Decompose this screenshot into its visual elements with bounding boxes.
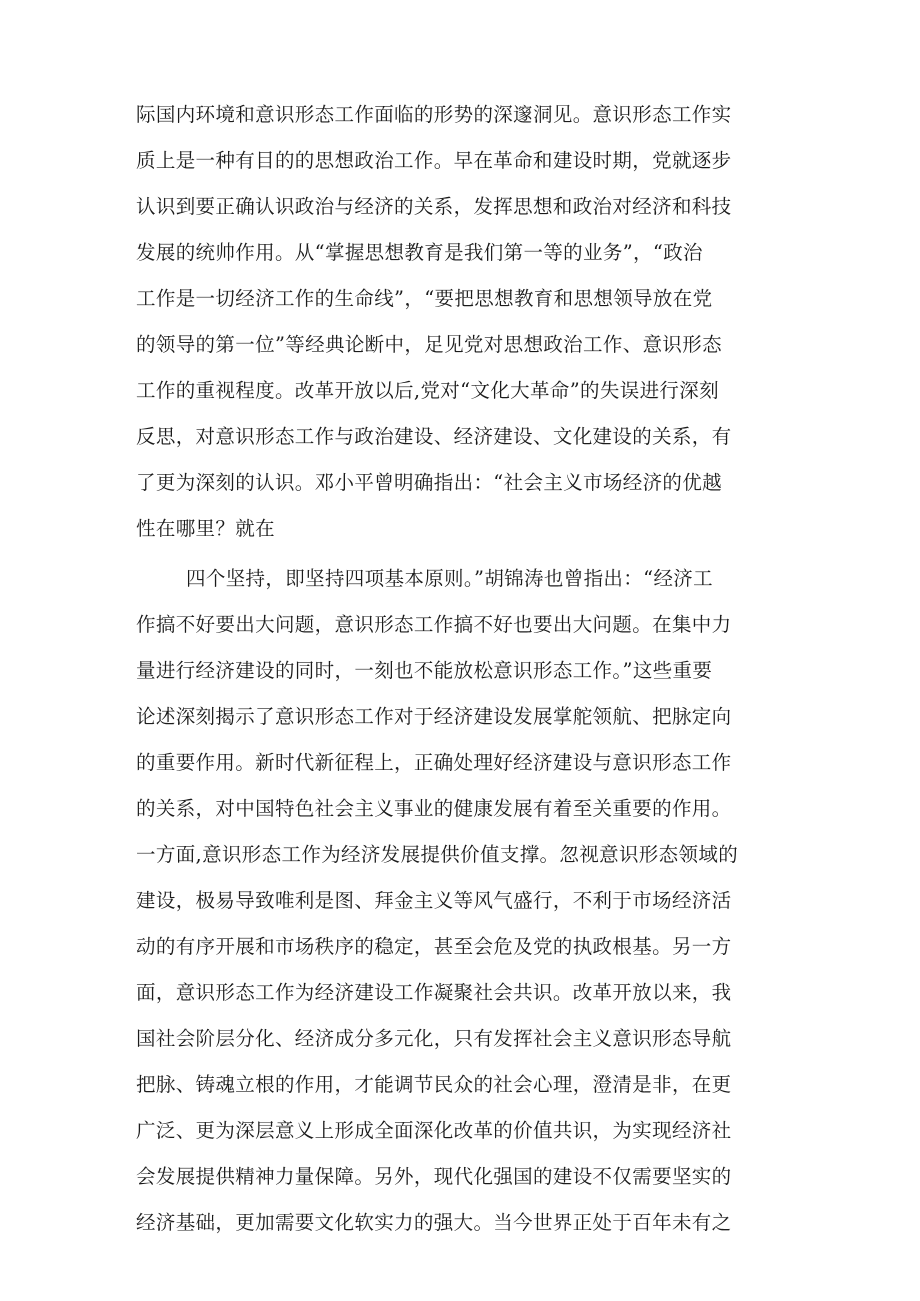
text-line: 经济基础，更加需要文化软实力的强大。当今世界正处于百年未有之 — [136, 1211, 732, 1234]
text-line: 作搞不好要出大问题，意识形态工作搞不好也要出大问题。在集中力 — [136, 613, 732, 636]
text-line: 一方面,意识形态工作为经济发展提供价值支撑。忽视意识形态领域的 — [136, 843, 739, 866]
text-line: 反思，对意识形态工作与政治建设、经济建设、文化建设的关系，有 — [136, 425, 732, 448]
text-line: 发展的统帅作用。从“掌握思想教育是我们第一等的业务”，“政治 — [136, 241, 703, 264]
text-line: 建设，极易导致唯利是图、拜金主义等风气盛行，不利于市场经济活 — [136, 889, 732, 912]
text-line: 国社会阶层分化、经济成分多元化，只有发挥社会主义意识形态导航 — [136, 1027, 732, 1050]
text-line: 工作是一切经济工作的生命线”，“要把思想教育和思想领导放在党 — [136, 287, 713, 310]
text-line: 的领导的第一位”等经典论断中，足见党对思想政治工作、意识形态 — [136, 333, 722, 356]
text-line: 的关系，对中国特色社会主义事业的健康发展有着至关重要的作用。 — [136, 797, 732, 820]
text-line: 工作的重视程度。改革开放以后,党对“文化大革命”的失误进行深刻 — [136, 379, 719, 402]
text-line: 把脉、铸魂立根的作用，才能调节民众的社会心理，澄清是非，在更 — [136, 1073, 732, 1096]
text-line: 量进行经济建设的同时，一刻也不能放松意识形态工作。”这些重要 — [136, 659, 713, 682]
text-line: 际国内环境和意识形态工作面临的形势的深邃洞见。意识形态工作实 — [136, 103, 732, 126]
text-line: 论述深刻揭示了意识形态工作对于经济建设发展掌舵领航、把脉定向 — [136, 705, 732, 728]
text-line: 四个坚持，即坚持四项基本原则。”胡锦涛也曾指出：“经济工 — [186, 567, 713, 590]
text-line: 认识到要正确认识政治与经济的关系，发挥思想和政治对经济和科技 — [136, 195, 732, 218]
text-line: 动的有序开展和市场秩序的稳定，甚至会危及党的执政根基。另一方 — [136, 935, 732, 958]
text-line: 性在哪里？就在 — [136, 517, 275, 540]
text-line: 的重要作用。新时代新征程上，正确处理好经济建设与意识形态工作 — [136, 751, 732, 774]
text-line: 广泛、更为深层意义上形成全面深化改革的价值共识，为实现经济社 — [136, 1119, 732, 1142]
text-line: 了更为深刻的认识。邓小平曾明确指出：“社会主义市场经济的优越 — [136, 471, 722, 494]
text-line: 面，意识形态工作为经济建设工作凝聚社会共识。改革开放以来，我 — [136, 981, 732, 1004]
text-line: 会发展提供精神力量保障。另外，现代化强国的建设不仅需要坚实的 — [136, 1165, 732, 1188]
text-line: 质上是一种有目的的思想政治工作。早在革命和建设时期，党就逐步 — [136, 149, 732, 172]
